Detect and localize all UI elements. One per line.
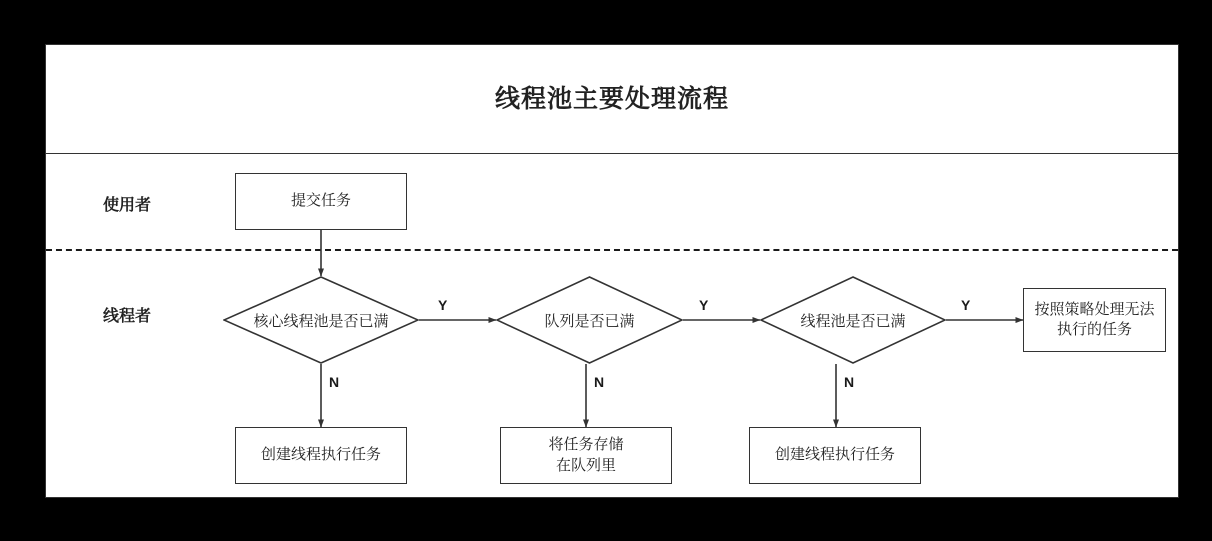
node-store-in-queue[interactable]: [500, 427, 672, 484]
edge-label-n3: N: [844, 374, 855, 390]
node-store-in-queue-line1: 将任务存储: [548, 436, 624, 454]
node-create-thread-1[interactable]: 创建线程执行任务: [235, 427, 407, 484]
flowchart-canvas: [45, 44, 1179, 498]
node-decision-core-pool-full[interactable]: [223, 276, 419, 364]
node-reject-policy[interactable]: [1023, 288, 1166, 352]
lane-label-user: 使用者: [103, 197, 152, 214]
node-reject-policy-line2: 执行的任务: [1056, 321, 1132, 338]
edge-label-n2: N: [594, 374, 605, 390]
node-create-thread-2[interactable]: 创建线程执行任务: [749, 427, 921, 484]
node-reject-policy-line1: 按照策略处理无法: [1034, 300, 1155, 318]
node-submit-task[interactable]: 提交任务: [235, 173, 407, 230]
edge-label-y2: Y: [699, 297, 709, 313]
node-store-in-queue-line2: 在队列里: [555, 456, 616, 474]
node-decision-core-pool-full-label: 核心线程池是否已满: [253, 312, 389, 330]
edge-label-n1: N: [329, 374, 340, 390]
node-decision-thread-pool-full-label: 线程池是否已满: [800, 312, 906, 330]
edge-label-y3: Y: [961, 297, 971, 313]
edge-label-y1: Y: [438, 297, 448, 313]
node-decision-thread-pool-full[interactable]: [760, 276, 946, 364]
node-decision-queue-full[interactable]: [496, 276, 683, 364]
lane-label-thread: 线程者: [103, 308, 152, 325]
node-decision-queue-full-label: 队列是否已满: [544, 312, 635, 330]
page-title: 线程池主要处理流程: [494, 85, 729, 113]
